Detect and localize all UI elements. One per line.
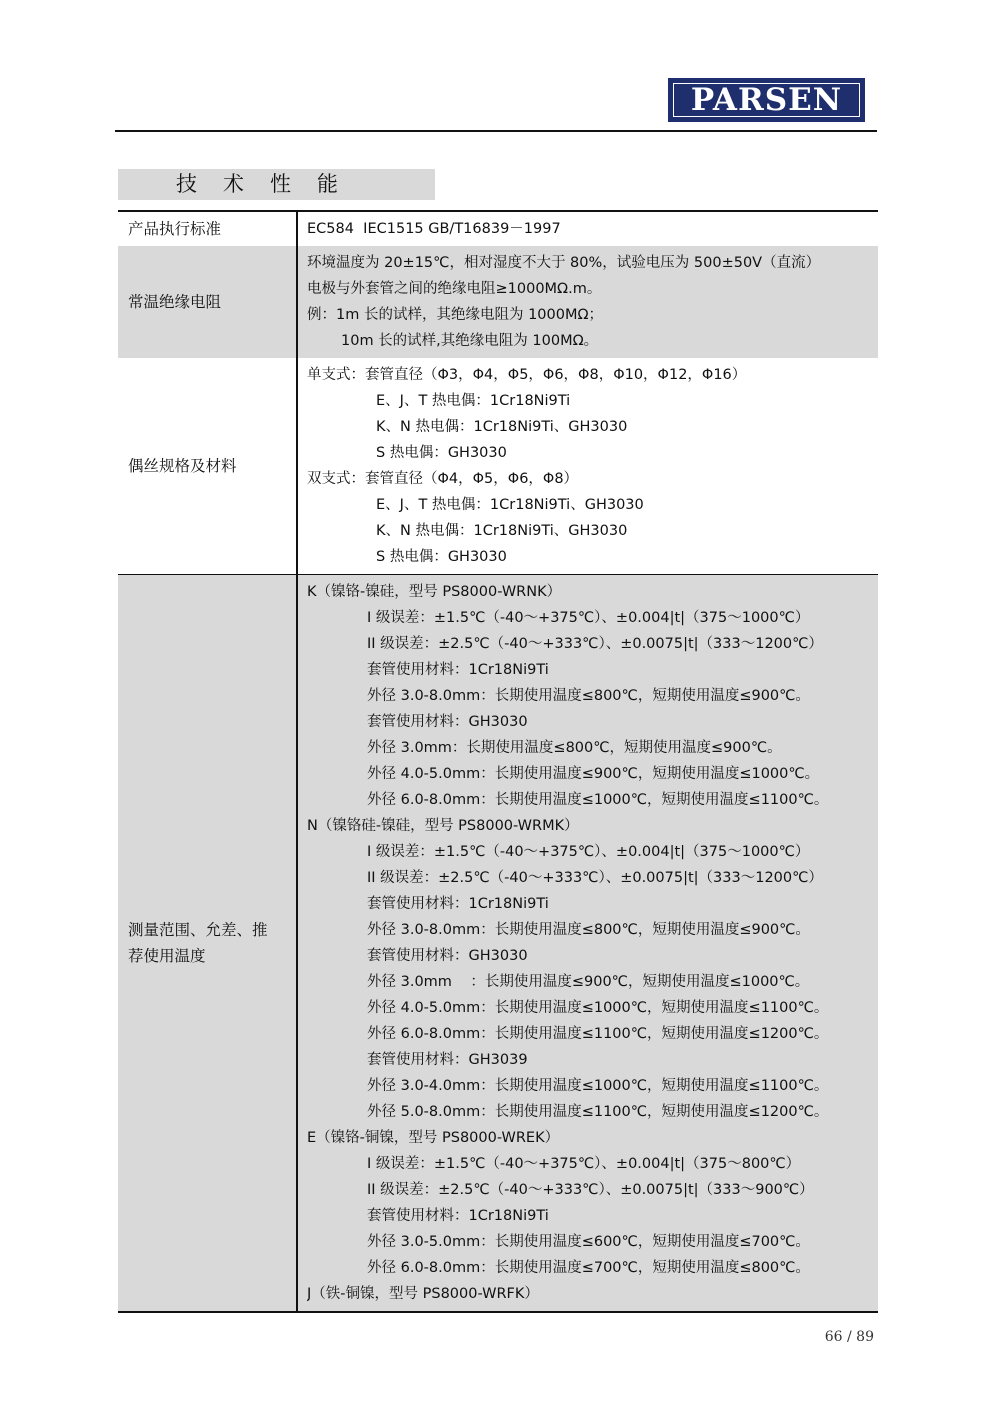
row-value xyxy=(298,212,878,246)
spec-line: 套管使用材料：1Cr18Ni9Ti xyxy=(367,1208,549,1224)
spec-line: 外径 3.0mm：长期使用温度≤800℃，短期使用温度≤900℃。 xyxy=(367,740,782,756)
spec-line: 环境温度为 20±15℃，相对湿度不大于 80%，试验电压为 500±50V（直流） xyxy=(307,255,821,271)
row-label xyxy=(118,358,298,574)
spec-line: J（铁-铜镍，型号 PS8000-WRFK） xyxy=(307,1286,539,1302)
spec-row-temperature xyxy=(118,574,878,1311)
row-label-text: 常温绝缘电阻 xyxy=(128,293,222,311)
spec-line: 套管使用材料：GH3030 xyxy=(367,714,528,730)
spec-row-materials xyxy=(118,358,878,574)
row-label-text: 测量范围、允差、推 荐使用温度 xyxy=(128,921,268,965)
spec-line: 外径 5.0-8.0mm：长期使用温度≤1100℃，短期使用温度≤1200℃。 xyxy=(367,1104,829,1120)
spec-line: E、J、T 热电偶：1Cr18Ni9Ti、GH3030 xyxy=(376,497,644,513)
spec-line: 外径 6.0-8.0mm：长期使用温度≤700℃，短期使用温度≤800℃。 xyxy=(367,1260,810,1276)
spec-line: 套管使用材料：GH3030 xyxy=(367,948,528,964)
spec-line: S 热电偶：GH3030 xyxy=(376,445,507,461)
spec-row-insulation xyxy=(118,246,878,358)
spec-line: 外径 4.0-5.0mm：长期使用温度≤1000℃，短期使用温度≤1100℃。 xyxy=(367,1000,829,1016)
spec-line: 套管使用材料：GH3039 xyxy=(367,1052,528,1068)
spec-line: II 级误差：±2.5℃（-40～+333℃）、±0.0075|t|（333～1200℃） xyxy=(367,870,823,886)
row-label xyxy=(118,212,298,246)
spec-line: EC584 IEC1515 GB/T16839－1997 xyxy=(307,221,561,237)
spec-line: K、N 热电偶：1Cr18Ni9Ti、GH3030 xyxy=(376,419,628,435)
spec-line: II 级误差：±2.5℃（-40～+333℃）、±0.0075|t|（333～1200℃） xyxy=(367,636,823,652)
spec-line: 电极与外套管之间的绝缘电阻≥1000MΩ.m。 xyxy=(307,281,602,297)
spec-line: II 级误差：±2.5℃（-40～+333℃）、±0.0075|t|（333～900℃） xyxy=(367,1182,814,1198)
row-value xyxy=(298,575,878,1311)
spec-line: 外径 6.0-8.0mm：长期使用温度≤1100℃，短期使用温度≤1200℃。 xyxy=(367,1026,829,1042)
row-value xyxy=(298,358,878,574)
spec-line: 外径 6.0-8.0mm：长期使用温度≤1000℃，短期使用温度≤1100℃。 xyxy=(367,792,829,808)
spec-line: 套管使用材料：1Cr18Ni9Ti xyxy=(367,662,549,678)
row-label-text: 偶丝规格及材料 xyxy=(128,457,237,475)
section-title: 技术性能 xyxy=(118,169,435,200)
spec-row-standard xyxy=(118,212,878,246)
spec-line: E、J、T 热电偶：1Cr18Ni9Ti xyxy=(376,393,571,409)
spec-line: K、N 热电偶：1Cr18Ni9Ti、GH3030 xyxy=(376,523,628,539)
spec-line: I 级误差：±1.5℃（-40～+375℃）、±0.004|t|（375～1000℃） xyxy=(367,844,810,860)
spec-line: 双支式：套管直径（Φ4，Φ5，Φ6，Φ8） xyxy=(307,471,579,487)
spec-line: 外径 3.0-4.0mm：长期使用温度≤1000℃，短期使用温度≤1100℃。 xyxy=(367,1078,829,1094)
logo-text: PARSEN xyxy=(673,83,860,117)
spec-line: I 级误差：±1.5℃（-40～+375℃）、±0.004|t|（375～800℃） xyxy=(367,1156,801,1172)
spec-line: 外径 3.0-5.0mm：长期使用温度≤600℃，短期使用温度≤700℃。 xyxy=(367,1234,810,1250)
spec-line: 外径 4.0-5.0mm：长期使用温度≤900℃，短期使用温度≤1000℃。 xyxy=(367,766,820,782)
spec-line: I 级误差：±1.5℃（-40～+375℃）、±0.004|t|（375～1000℃） xyxy=(367,610,810,626)
spec-line: 外径 3.0mm ：长期使用温度≤900℃，短期使用温度≤1000℃。 xyxy=(367,974,810,990)
spec-table xyxy=(118,210,878,1313)
parsen-logo xyxy=(668,78,865,122)
spec-line: 例：1m 长的试样，其绝缘电阻为 1000MΩ； xyxy=(307,307,604,323)
spec-line: E（镍铬-铜镍，型号 PS8000-WREK） xyxy=(307,1130,560,1146)
row-value xyxy=(298,246,878,358)
row-label xyxy=(118,246,298,358)
spec-line: N（镍铬硅-镍硅，型号 PS8000-WRMK） xyxy=(307,818,579,834)
row-label-text: 产品执行标准 xyxy=(128,220,222,238)
spec-line: S 热电偶：GH3030 xyxy=(376,549,507,565)
spec-line: 外径 3.0-8.0mm：长期使用温度≤800℃，短期使用温度≤900℃。 xyxy=(367,688,810,704)
spec-line: 10m 长的试样,其绝缘电阻为 100MΩ。 xyxy=(341,333,599,349)
header-divider xyxy=(115,130,877,132)
spec-line: 外径 3.0-8.0mm：长期使用温度≤800℃，短期使用温度≤900℃。 xyxy=(367,922,810,938)
spec-line: 单支式：套管直径（Φ3，Φ4，Φ5，Φ6，Φ8，Φ10，Φ12，Φ16） xyxy=(307,367,747,383)
spec-line: 套管使用材料：1Cr18Ni9Ti xyxy=(367,896,549,912)
spec-line: K（镍铬-镍硅，型号 PS8000-WRNK） xyxy=(307,584,562,600)
row-label xyxy=(118,575,298,1311)
page-number: 66 / 89 xyxy=(824,1329,874,1345)
